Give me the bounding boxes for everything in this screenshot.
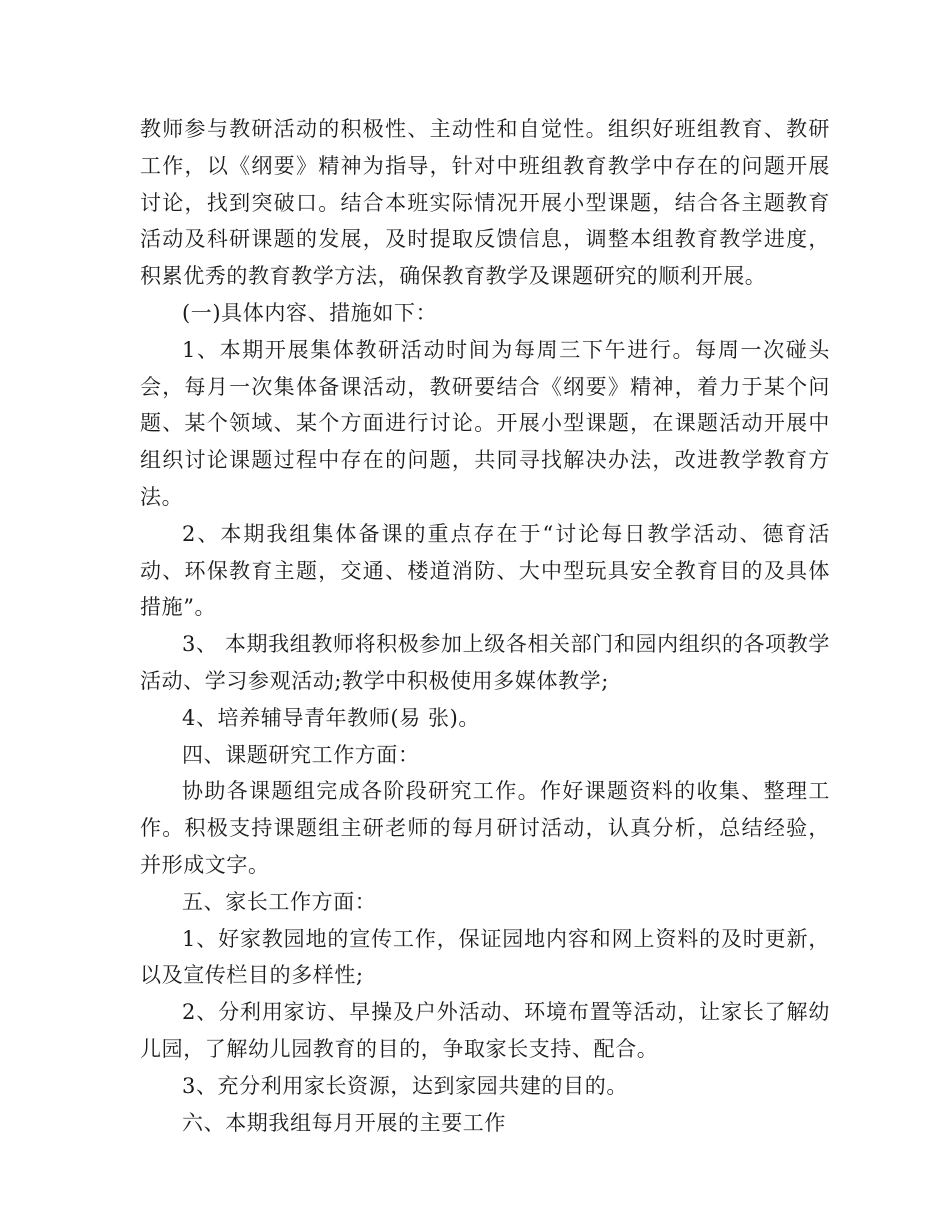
- heading-monthly-work: 六、本期我组每月开展的主要工作: [182, 1110, 506, 1135]
- heading-parents: 五、家长工作方面：: [182, 889, 377, 914]
- heading-research: 四、课题研究工作方面：: [182, 742, 420, 767]
- paragraph-parents-3: 3、充分利用家长资源，达到家园共建的目的。: [182, 1073, 628, 1098]
- document-body: [140, 111, 830, 1141]
- paragraph-item-4: 4、培养辅导青年教师(易 张)。: [182, 705, 481, 730]
- paragraph-parents-2: 2、分利用家访、早操及户外活动、环境布置等活动，让家长了解幼儿园，了解幼儿园教育的目的，争取家长支持、配合。: [140, 1000, 830, 1061]
- paragraph-item-2: 2、本期我组集体备课的重点存在于“讨论每日教学活动、德育活动、环保教育主题，交通、楼道消防、大中型玩具安全教育目的及具体措施”。: [140, 521, 830, 620]
- paragraph-item-1: 1、本期开展集体教研活动时间为每周三下午进行。每周一次碰头会，每月一次集体备课活动，教研要结合《纲要》精神，着力于某个问题、某个领域、某个方面进行讨论。开展小型课题，在课题活动开展中组织讨论课题过程中存在的问题，共同寻找解决办法，改进教学教育方法。: [140, 337, 830, 509]
- paragraph-intro: 教师参与教研活动的积极性、主动性和自觉性。组织好班组教育、教研工作，以《纲要》精神为指导，针对中班组教育教学中存在的问题开展讨论，找到突破口。结合本班实际情况开展小型课题，结合各主题教育活动及科研课题的发展，及时提取反馈信息，调整本组教育教学进度，积累优秀的教育教学方法，确保教育教学及课题研究的顺利开展。: [140, 117, 830, 289]
- paragraph-research: 协助各课题组完成各阶段研究工作。作好课题资料的收集、整理工作。积极支持课题组主研老师的每月研讨活动，认真分析，总结经验，并形成文字。: [140, 779, 830, 877]
- heading-measures: (一)具体内容、措施如下：: [182, 300, 438, 325]
- paragraph-item-3: 3、 本期我组教师将积极参加上级各相关部门和园内组织的各项教学活动、学习参观活动;教学中积极使用多媒体教学;: [140, 632, 830, 693]
- paragraph-parents-1: 1、好家教园地的宣传工作，保证园地内容和网上资料的及时更新，以及宣传栏目的多样性;: [140, 926, 830, 988]
